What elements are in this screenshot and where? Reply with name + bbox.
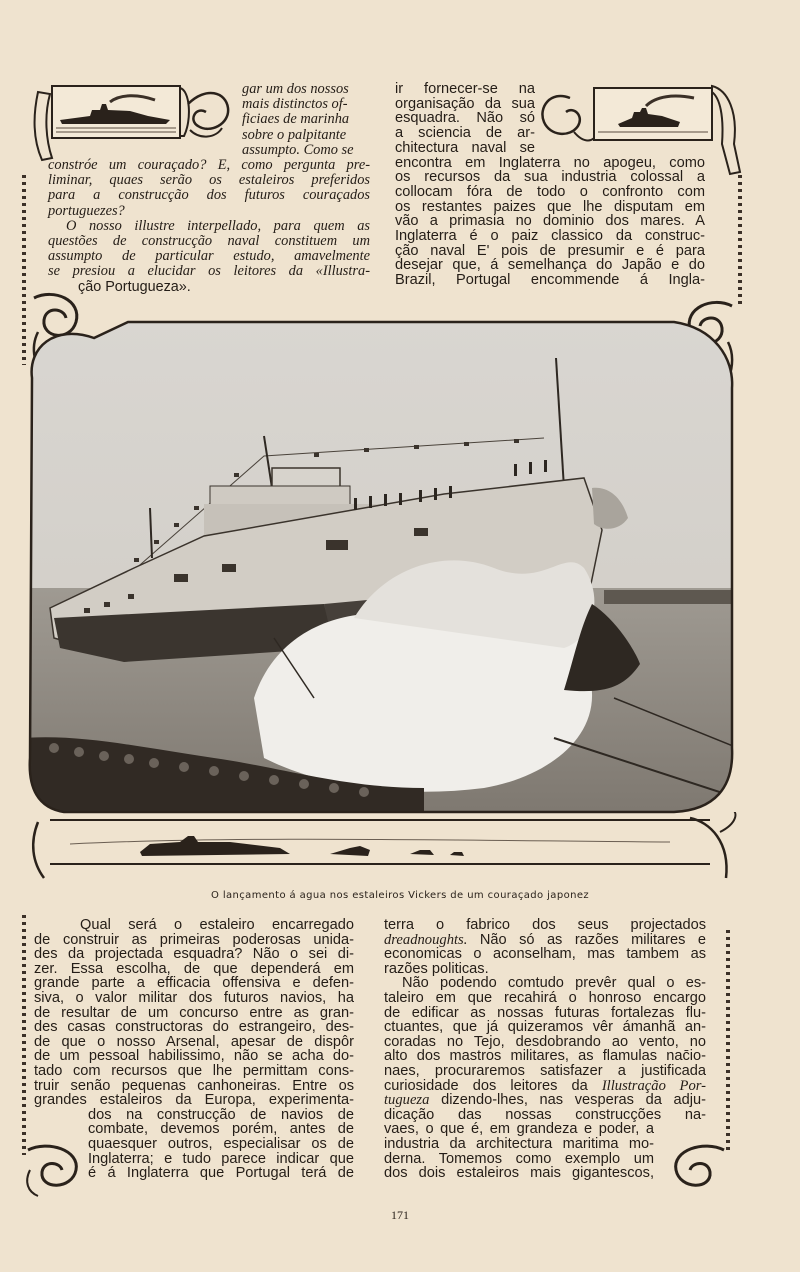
text-span: Não só as razões militares e — [467, 931, 706, 948]
ships-banner-vignette — [30, 812, 740, 882]
text-line: ctuantes, que já quizeramos vêr ámanhã an- — [384, 1019, 706, 1036]
text-line: combate, devemos porém, antes de — [88, 1121, 354, 1138]
text-line: encontra em Inglaterra no apogeu, como — [395, 154, 705, 171]
text-line: chitectura naval se — [395, 139, 535, 156]
text-line: grandes estaleiros da Europa, experimenta- — [34, 1092, 354, 1109]
text-line: economicas o aconselham, mas tambem as — [384, 946, 706, 963]
ship-launch-photo — [24, 318, 738, 816]
text-line: assumpto. Como se — [242, 141, 354, 158]
text-line: esquadra. Não só — [395, 110, 535, 127]
text-line: Inglaterra é o paiz classico da construc- — [395, 228, 705, 245]
text-line: de que o nosso Arsenal, apesar de dispôr — [34, 1033, 354, 1050]
text-line: coradas no Tejo, desdobrando ao vento, no — [384, 1033, 706, 1050]
right-vine-border-lower — [726, 930, 730, 1150]
text-line: sobre o palpitante — [242, 126, 347, 143]
text-line: os restantes paizes que lhe disputam em — [395, 198, 705, 215]
text-line: truir senão pequenas canhoneiras. Entre os — [34, 1077, 354, 1094]
text-line: vaes, o que é, em grandeza e poder, a — [384, 1121, 654, 1138]
text-line: gar um dos nossos — [242, 81, 349, 97]
text-line: constróe um couraçado? E, como pergunta pre- — [48, 157, 370, 174]
text-line: desejar que, á semelhança do Japão e do — [395, 257, 705, 274]
text-line: razões politicas. — [384, 960, 489, 977]
text-line: vão a primasia no dominio dos mares. A — [395, 213, 705, 230]
text-line: tado com recursos que lhe permittam cons- — [34, 1062, 354, 1079]
text-line — [384, 1093, 706, 1108]
text-line: portuguezes? — [48, 202, 125, 219]
text-line: des da projectada esquadra? Não o sei di- — [34, 946, 354, 963]
text-line: Inglaterra; e tudo parece indicar que — [88, 1150, 354, 1167]
text-line: se presiou a elucidar os leitores da «Illustra- — [48, 263, 370, 280]
bottom-right-article-text — [384, 918, 706, 1181]
text-line: terra o fabrico dos seus projectados — [384, 917, 706, 933]
text-line: de um pessoal habilissimo, não se acha do- — [34, 1048, 354, 1065]
text-line: des casas constructoras do estrangeiro, des- — [34, 1019, 354, 1036]
text-line: grande parte a efficacia offensiva e defen- — [34, 975, 354, 992]
text-line: Não podendo comtudo prevêr qual o es- — [402, 975, 706, 992]
text-line: dicação das nossas construcções na- — [384, 1106, 706, 1123]
text-line: taleiro em que recahirá o honroso encargo — [384, 989, 706, 1006]
text-line: alto dos mastros militares, as flamulas nac̄io- — [384, 1048, 706, 1065]
text-line: de edificar as nossas futuras fortalezas flu- — [384, 1004, 706, 1021]
photo-caption: O lançamento á agua nos estaleiros Vickers de um couraçado japonez — [210, 890, 590, 901]
text-italic: tugueza — [384, 1092, 430, 1109]
text-span: curiosidade dos leitores da — [384, 1077, 602, 1094]
text-line: dos na construcção de navios de — [88, 1106, 354, 1123]
text-line: quaesquer outros, especialisar os de — [88, 1135, 354, 1152]
top-left-article-text — [48, 82, 370, 295]
text-line: os recursos da sua industria colossal a — [395, 169, 705, 186]
text-line: organisação da sua — [395, 95, 535, 112]
text-line: ficiaes de marinha — [242, 111, 350, 128]
right-vine-border — [738, 175, 742, 305]
text-line: zer. Essa escolha, de que dependerá em — [34, 960, 354, 977]
text-line: derna. Tomemos como exemplo um — [384, 1150, 654, 1167]
text-line: de resultar de um concurso entre as gran- — [34, 1004, 354, 1021]
text-line: Qual será o estaleiro encarregado — [80, 917, 354, 933]
text-line: O nosso illustre interpellado, para quem as — [66, 217, 370, 234]
text-italic: Illustração Por- — [601, 1077, 707, 1094]
text-line — [384, 933, 706, 948]
text-line: industria da architectura maritima mo- — [384, 1135, 654, 1152]
text-line: para a construcção dos futuros couraçados — [48, 187, 370, 204]
top-right-article-text — [395, 82, 705, 288]
text-line: questões de construcção naval constituem um — [48, 233, 370, 250]
text-span: dizendo-lhes, nas vesperas da adju- — [429, 1092, 706, 1109]
left-vine-border-lower — [22, 915, 26, 1155]
text-line: siva, o valor militar dos futuros navios, ha — [34, 989, 354, 1006]
text-line: Brazil, Portugal encommende á Ingla- — [395, 272, 705, 289]
page-number: 171 — [391, 1208, 409, 1222]
text-line: a sciencia de ar- — [395, 125, 535, 142]
text-line: dos dois estaleiros mais gigantescos, — [384, 1165, 654, 1182]
text-line: ção Portugueza». — [78, 278, 191, 295]
text-line: assumpto de particular estudo, amavelmente — [48, 248, 370, 265]
text-line: ção naval E' pois de presumir e é para — [395, 242, 705, 259]
bottom-left-rope-knot — [20, 1140, 90, 1200]
text-line: liminar, quaes serão os estaleiros preferidos — [48, 172, 370, 189]
text-line: mais distinctos of- — [242, 96, 348, 113]
text-line: ir fornecer-se na — [395, 81, 535, 97]
text-line: de construir as primeiras poderosas unida- — [34, 931, 354, 948]
text-line: é á Inglaterra que Portugal terá de — [88, 1165, 354, 1182]
text-line — [384, 1079, 706, 1094]
text-line: collocam fóra de todo o confronto com — [395, 183, 705, 200]
text-italic: dreadnoughts. — [384, 931, 468, 948]
text-line: naes, procuraremos satisfazer a justificada — [384, 1062, 706, 1079]
